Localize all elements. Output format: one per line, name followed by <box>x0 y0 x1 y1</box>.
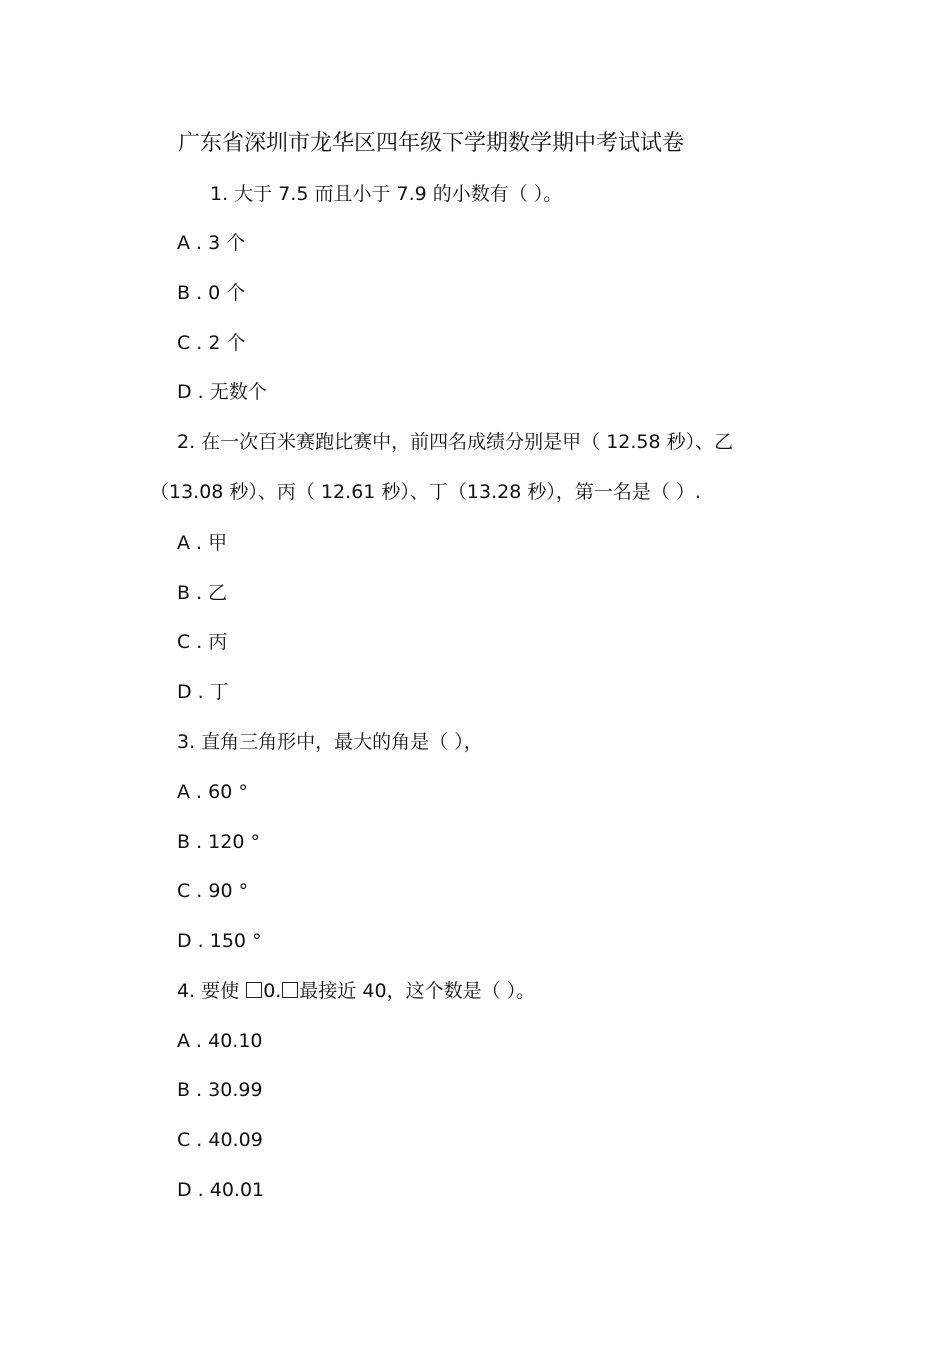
question-1-option-c: C . 2 个 <box>177 332 246 354</box>
question-1-option-d: D . 无数个 <box>177 381 267 403</box>
question-2-stem-line-1: 2. 在一次百米赛跑比赛中，前四名成绩分别是甲（ 12.58 秒）、乙 <box>177 431 734 453</box>
question-2-option-d: D . 丁 <box>177 681 229 703</box>
question-3-option-b: B . 120 ° <box>177 831 260 853</box>
question-3-option-c: C . 90 ° <box>177 880 249 902</box>
question-4-option-d: D . 40.01 <box>177 1179 265 1201</box>
question-4-stem-suffix: 最接近 40，这个数是（ ）。 <box>299 980 536 1002</box>
question-2-stem-line-2: （13.08 秒）、丙（ 12.61 秒）、丁（13.28 秒），第一名是（ ）. <box>150 481 701 503</box>
question-1-option-a: A . 3 个 <box>177 232 246 254</box>
question-1-stem: 1. 大于 7.5 而且小于 7.9 的小数有（ ）。 <box>210 183 563 205</box>
question-4-option-b: B . 30.99 <box>177 1079 263 1101</box>
question-2-option-a: A . 甲 <box>177 532 228 554</box>
question-2-option-b: B . 乙 <box>177 582 228 604</box>
question-4-stem-prefix: 4. 要使 <box>177 980 246 1002</box>
question-4-stem-middle: 0. <box>263 980 282 1002</box>
question-3-option-a: A . 60 ° <box>177 781 248 803</box>
question-1-option-b: B . 0 个 <box>177 282 246 304</box>
blank-box-icon <box>282 982 298 998</box>
question-3-option-d: D . 150 ° <box>177 930 262 952</box>
question-4-option-c: C . 40.09 <box>177 1129 263 1151</box>
blank-box-icon <box>246 982 262 998</box>
page-title: 广东省深圳市龙华区四年级下学期数学期中考试试卷 <box>178 131 685 156</box>
question-4-option-a: A . 40.10 <box>177 1030 263 1052</box>
question-2-option-c: C . 丙 <box>177 631 228 653</box>
question-3-stem: 3. 直角三角形中，最大的角是（ ）， <box>177 731 483 753</box>
question-4-stem <box>177 979 535 1003</box>
